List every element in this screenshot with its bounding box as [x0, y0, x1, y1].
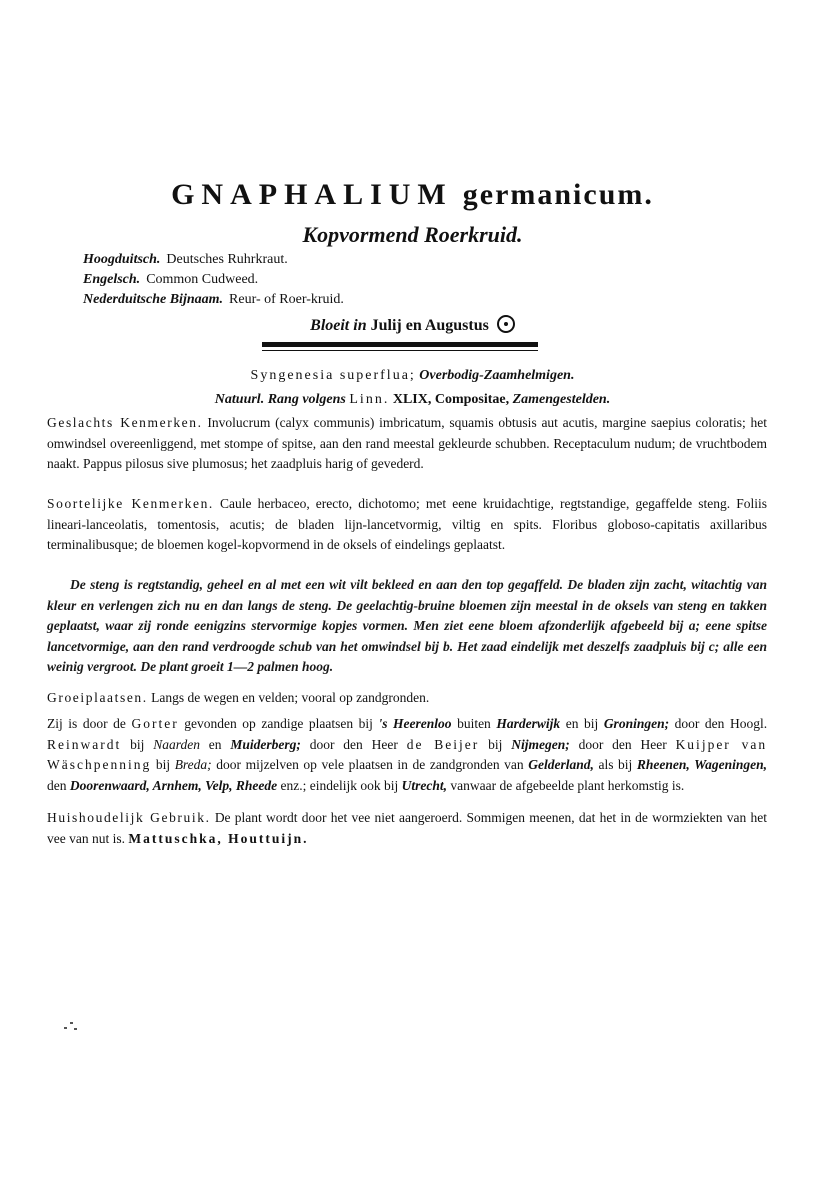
household-use: [47, 808, 767, 849]
localities: Zij is door de Gorter gevonden op zandige plaatsen bij 's Heerenloo buiten Harderwijk en bij Groningen; door den Hoogl. Reinwardt bij Naarden en Muiderberg; door den Heer de Beijer bij Nijmegen; door den Heer Kuijper van Wäschpenning bij Breda; door mijzelven op vele plaatsen in de zandgronden van Gelderland, als bij Rheenen, Wageningen, den Doorenwaard, Arnhem, Velp, Rheede enz.; eindelijk ook bij Utrecht, vanwaar de afgebeelde plant herkomstig is.: [47, 716, 768, 793]
place-name: 's Heerenloo: [378, 716, 452, 731]
collector-name: Kuijper van Wäschpenning: [47, 736, 768, 772]
language-label: Engelsch.: [83, 272, 141, 287]
print-specks: [60, 1018, 80, 1038]
section-text: Involucrum (calyx communis) imbricatum, squamis obtusis aut acutis, margine saepius coloratis; het omwindsel overeenliggend, met stompe of spitse, aan den rand meestal gekleurde schubben. Receptaculum nudum; de vruchtbodem naakt. Pappus pilosus sive plumosus; het zaadpluis harig of gevederd.: [47, 415, 768, 471]
name-value: Common Cudweed.: [146, 272, 259, 287]
name-row-dutch-alias: [83, 290, 344, 310]
section-heading: Geslachts Kenmerken.: [47, 415, 203, 430]
name-value: Reur- of Roer-kruid.: [229, 292, 344, 307]
vernacular-names: [83, 250, 344, 310]
classification-rank: Natuurl. Rang volgens Linn. XLIX, Compositae, Zamengestelden.: [214, 392, 611, 407]
section-heading: Huishoudelijk Gebruik.: [47, 810, 211, 825]
page-title: [0, 178, 825, 212]
language-label: Nederduitsche Bijnaam.: [83, 292, 224, 307]
classification-system: Syngenesia superflua; Overbodig-Zaamhelmigen.: [250, 368, 575, 383]
genus-characteristics: [47, 413, 767, 475]
section-heading: Soortelijke Kenmerken.: [47, 496, 214, 511]
section-text: Caule herbaceo, erecto, dichotomo; met eene kruidachtige, regtstandige, gegaffelde steng. Foliis lineari-lanceolatis, tomentosis, acutis; de bladen lijn-lancetvormig, viltig en spits. Floribus globoso-capitatis axillaribus terminalibusque; de bloemen kogel-kopvormend in de oksels of eindelings geplaatst.: [47, 496, 767, 552]
divider-rule: [262, 342, 538, 351]
description-text: De steng is regtstandig, geheel en al met een wit vilt bekleed en aan den top gegaffeld. De bladen zijn zacht, witachtig van kleur en verlengen zich nu en dan langs de steng. De geelachtig-bruine bloemen zijn meestal in de oksels van steng en takken geplaatst, waar zij ronde eenigzins stervormige kopjes vormen. Men ziet eene bloem afzonderlijk afgebeeld bij a; eene spitse lancetvormige, aan den rand verdroogde schub van het omwindsel bij b. Het zaad eindelijk met deszelfs zaadpluis bij c; alle een weinig vergroot. De plant groeit 1—2 palmen hoog.: [47, 577, 767, 674]
place-name: Muiderberg;: [230, 736, 301, 752]
dutch-name: Kopvormend Roerkruid.: [302, 222, 523, 247]
bloom-label: Bloeit in: [310, 317, 367, 334]
annual-symbol-icon: [497, 315, 515, 333]
place-name: Groningen;: [603, 716, 670, 731]
name-row-german: [83, 250, 344, 270]
title-genus: GNAPHALIUM: [171, 178, 453, 211]
collector-name: de Beijer: [406, 736, 480, 752]
species-characteristics: [47, 494, 767, 556]
place-name: Naarden: [153, 736, 200, 752]
section-heading: Groeiplaatsen.: [47, 690, 148, 705]
habitat: [47, 688, 767, 709]
description: [47, 575, 767, 678]
authors: Mattuschka, Houttuijn.: [128, 830, 309, 846]
place-name: Breda;: [174, 757, 212, 772]
place-name: Rheenen, Wageningen,: [636, 757, 768, 772]
place-name: Doorenwaard, Arnhem, Velp, Rheede: [69, 777, 278, 793]
section-text: De plant wordt door het vee niet aangeroerd. Sommigen meenen, dat het in de wormziekten van het vee van nut is.: [47, 810, 768, 846]
place-name: Nijmegen;: [511, 736, 570, 752]
section-text: Langs de wegen en velden; vooral op zandgronden.: [151, 690, 430, 705]
name-value: Deutsches Ruhrkraut.: [166, 252, 288, 267]
collector-name: Reinwardt: [47, 736, 122, 752]
collector-name: Gorter: [131, 716, 179, 731]
bloom-months: Julij en Augustus: [370, 317, 489, 334]
title-species: germanicum.: [462, 178, 654, 211]
place-name: Gelderland,: [528, 757, 594, 772]
name-row-english: [83, 270, 344, 290]
bloom-period: [0, 315, 825, 335]
language-label: Hoogduitsch.: [83, 252, 161, 267]
place-name: Harderwijk: [496, 716, 561, 731]
place-name: Utrecht,: [401, 777, 448, 793]
